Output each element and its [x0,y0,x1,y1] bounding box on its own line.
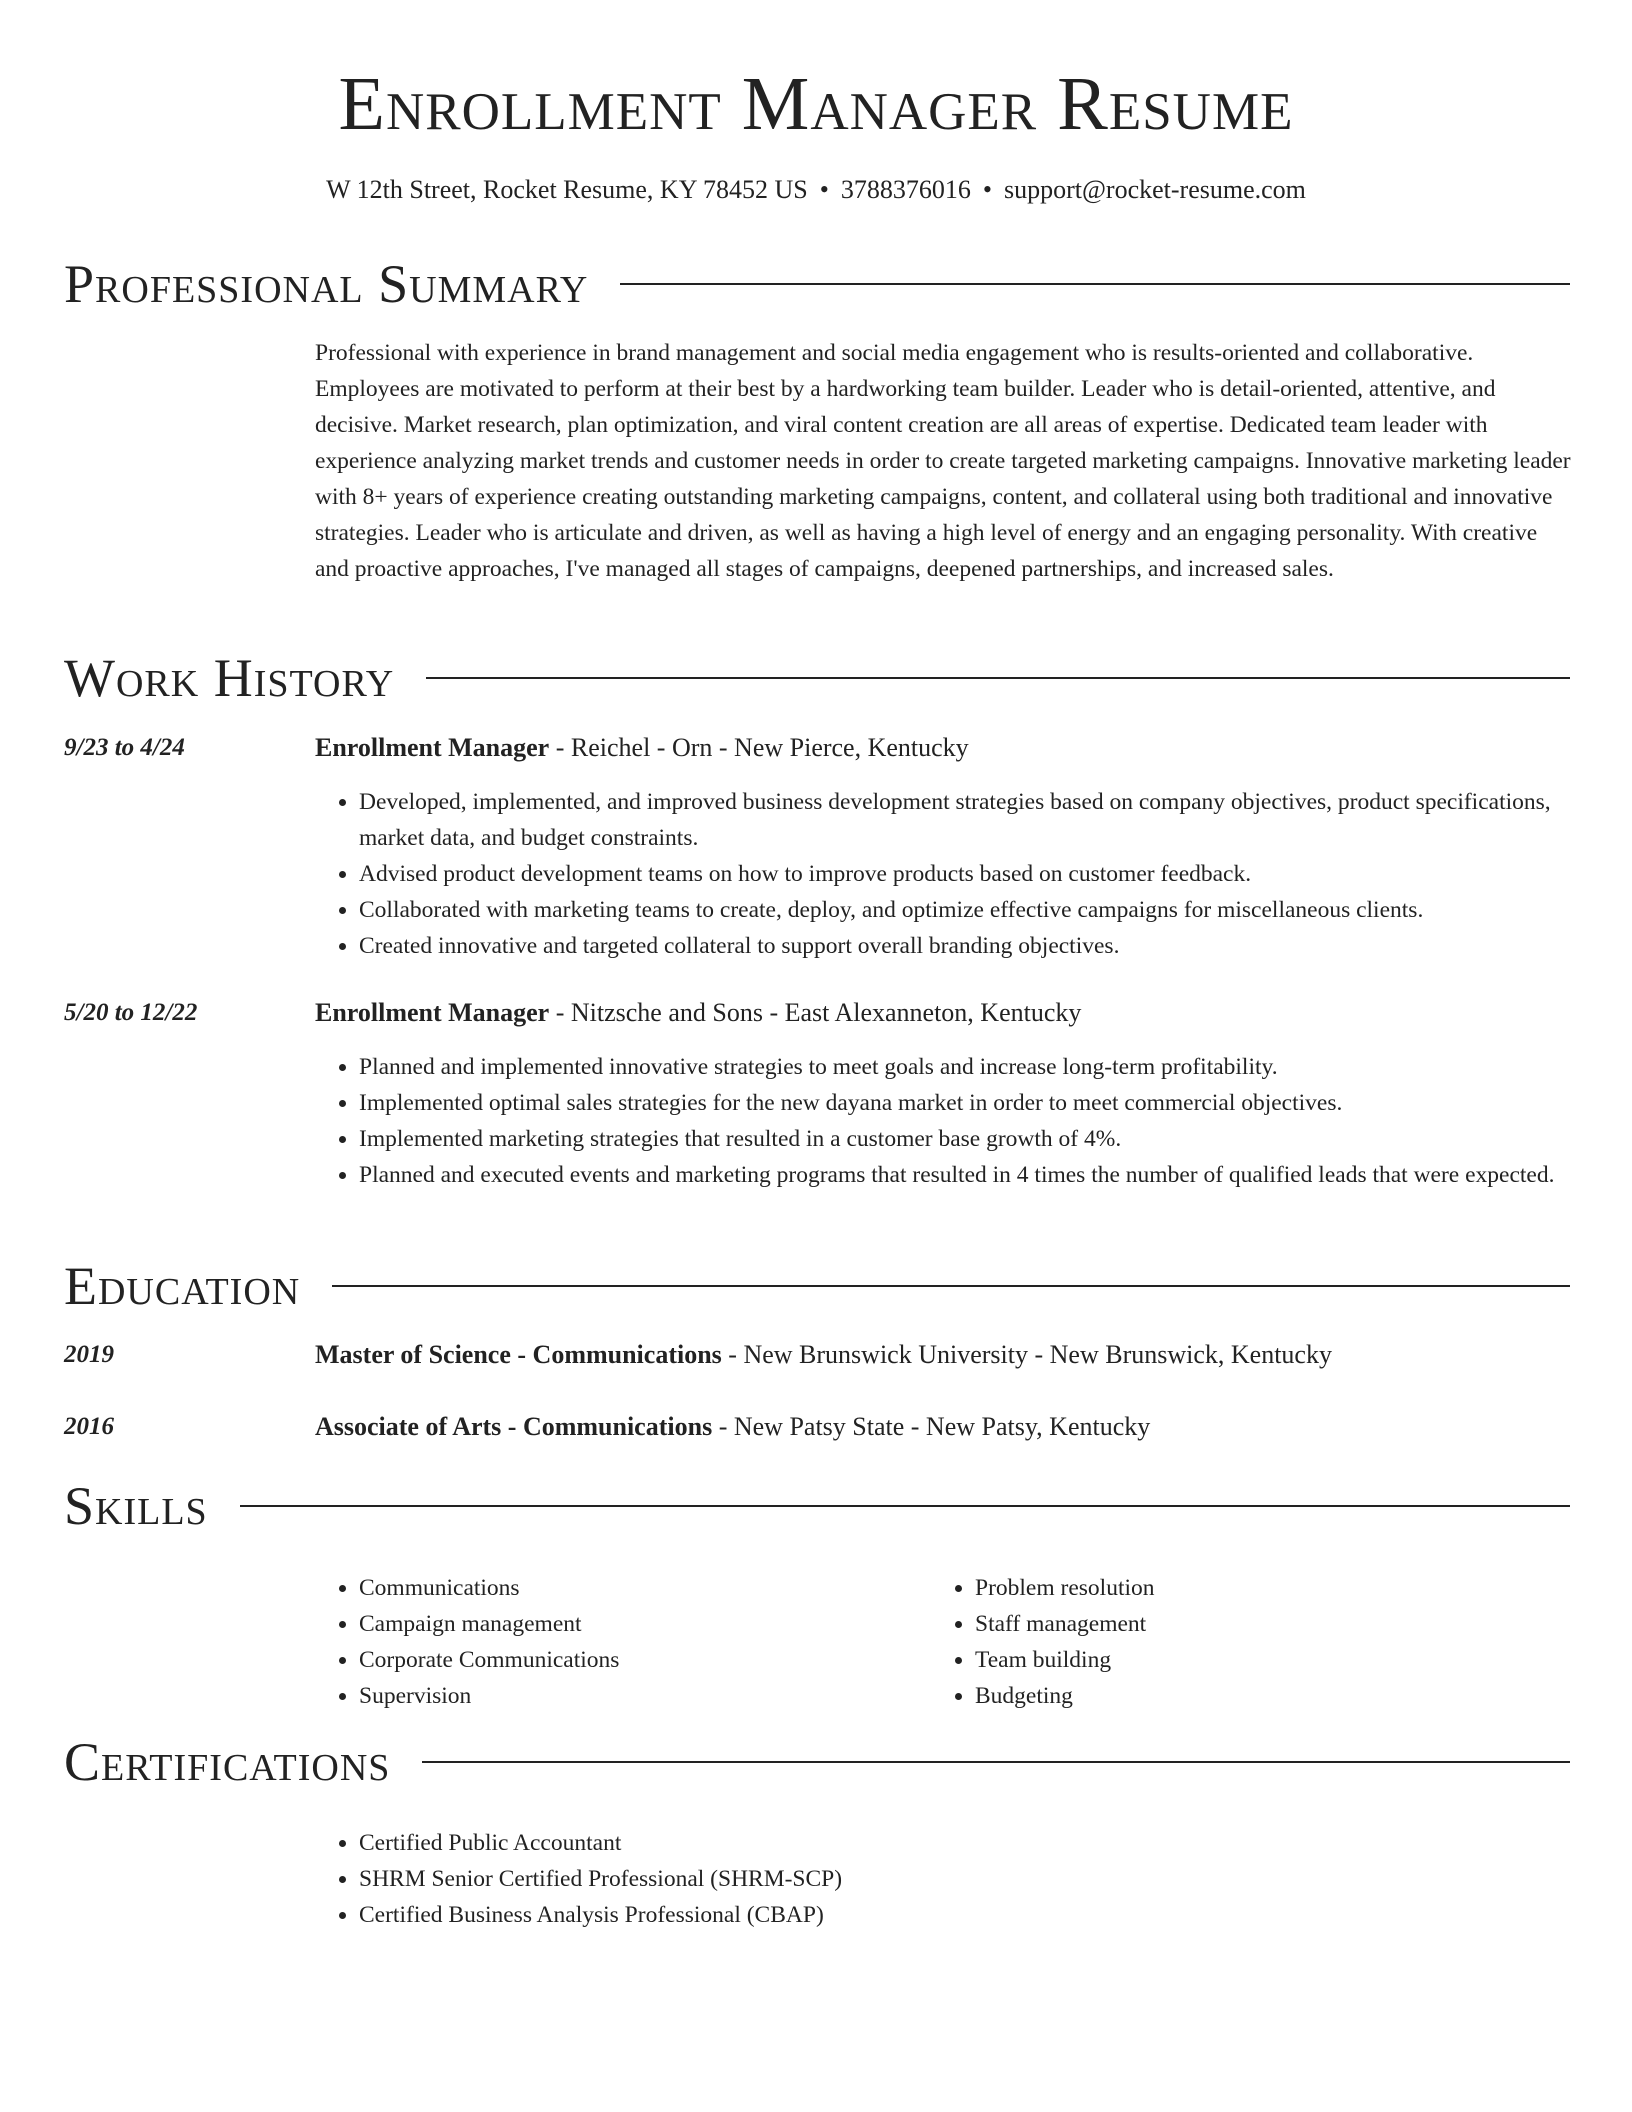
education-degree: Associate of Arts - Communications [315,1412,713,1441]
section-certifications [64,1730,1570,1794]
section-education [64,1254,1570,1318]
list-item: • Collaborated with marketing teams to create, deploy, and optimize effective campaigns for miscellaneous clients. [359,892,1571,928]
contact-email: support@rocket-resume.com [1003,175,1306,204]
job-heading [315,995,1571,1031]
list-item: • Problem resolution [975,1570,1535,1606]
education-details: - New Brunswick University - New Brunswick, Kentucky [721,1340,1332,1369]
section-heading: Work History [64,648,395,708]
list-item: • Certified Public Accountant [359,1825,1571,1861]
job-bullets [315,1049,1571,1193]
section-divider [422,1761,1570,1763]
list-item: • Budgeting [975,1678,1535,1714]
contact-separator: • [819,175,829,204]
section-divider [332,1285,1570,1287]
list-item: • Communications [359,1570,919,1606]
section-professional-summary [64,252,1570,316]
section-heading: Skills [64,1476,208,1536]
list-item: • Staff management [975,1606,1535,1642]
certifications-list [315,1825,1571,1933]
list-item: • Team building [975,1642,1535,1678]
education-year: 2016 [64,1413,114,1440]
list-item: • SHRM Senior Certified Professional (SHRM-SCP) [359,1861,1571,1897]
list-item: • Advised product development teams on how to improve products based on customer feedback. [359,856,1571,892]
section-divider [240,1505,1570,1507]
list-item: • Supervision [359,1678,919,1714]
list-item: • Developed, implemented, and improved business development strategies based on company objectives, product specifications, market data, and budget constraints. [359,784,1571,856]
contact-phone: 3788376016 [840,175,971,204]
list-item: • Implemented optimal sales strategies for the new dayana market in order to meet commercial objectives. [359,1085,1571,1121]
job-heading [315,730,1571,766]
job-dates: 5/20 to 12/22 [64,999,198,1026]
skills-list-left [315,1570,919,1714]
section-work-history [64,646,1570,710]
education-details: - New Patsy State - New Patsy, Kentucky [712,1412,1151,1441]
section-heading: Education [64,1256,301,1316]
job-details: - Nitzsche and Sons - East Alexanneton, Kentucky [549,998,1082,1027]
job-title: Enrollment Manager [315,998,550,1027]
skills-list-right [931,1570,1535,1714]
job-title: Enrollment Manager [315,733,550,762]
section-divider [426,677,1570,679]
job-bullets [315,784,1571,964]
education-year: 2019 [64,1341,114,1368]
list-item: • Planned and implemented innovative strategies to meet goals and increase long-term profitability. [359,1049,1571,1085]
section-heading: Professional Summary [64,254,589,314]
education-entry [315,1337,1571,1373]
list-item: • Campaign management [359,1606,919,1642]
list-item: • Planned and executed events and marketing programs that resulted in 4 times the number of qualified leads that were expected. [359,1157,1571,1193]
list-item: • Certified Business Analysis Professional (CBAP) [359,1897,1571,1933]
list-item: • Corporate Communications [359,1642,919,1678]
job-dates: 9/23 to 4/24 [64,734,185,761]
section-skills [64,1474,1570,1538]
section-heading: Certifications [64,1732,391,1792]
summary-text: Professional with experience in brand management and social media engagement who is results-oriented and collaborative. Employees are motivated to perform at their best by a hardworking team builder. Leader who is detail-oriented, attentive, and decisive. Market research, plan optimization, and viral content creation are all areas of expertise. Dedicated team leader with experience analyzing market trends and customer needs in order to create targeted marketing campaigns. Innovative marketing leader with 8+ years of experience creating outstanding marketing campaigns, content, and collateral using both traditional and innovative strategies. Leader who is articulate and driven, as well as having a high level of energy and an engaging personality. With creative and proactive approaches, I've managed all stages of campaigns, deepened partnerships, and increased sales. [315,340,1571,582]
contact-line [0,172,1632,208]
section-divider [620,283,1570,285]
page-title: Enrollment Manager Resume [338,62,1294,146]
contact-address: W 12th Street, Rocket Resume, KY 78452 US [326,175,808,204]
list-item: • Created innovative and targeted collateral to support overall branding objectives. [359,928,1571,964]
job-details: - Reichel - Orn - New Pierce, Kentucky [549,733,969,762]
education-entry [315,1409,1571,1445]
contact-separator: • [982,175,992,204]
list-item: • Implemented marketing strategies that resulted in a customer base growth of 4%. [359,1121,1571,1157]
education-degree: Master of Science - Communications [315,1340,722,1369]
